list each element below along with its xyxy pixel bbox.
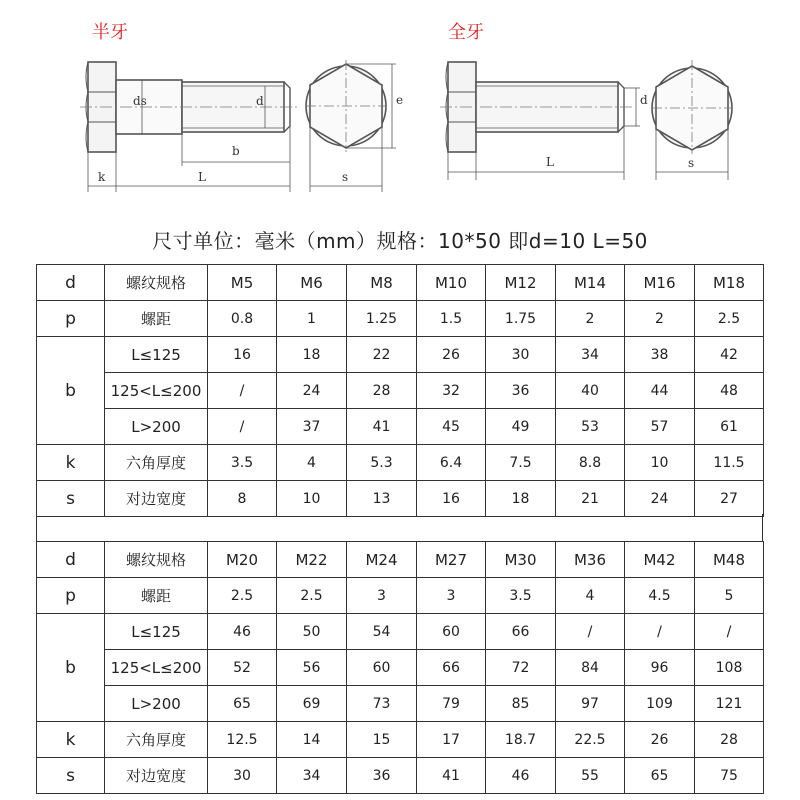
dim-k: k (98, 170, 106, 184)
table-cell: 7.5 (486, 445, 556, 481)
full-thread-bolt-side-view (440, 62, 640, 180)
table-cell: M6 (277, 265, 347, 301)
dim-L-full: L (546, 155, 554, 169)
table-cell: 2 (556, 301, 625, 337)
table-cell: 27 (695, 481, 764, 517)
table-cell: 0.8 (208, 301, 277, 337)
table-cell: M36 (556, 542, 625, 578)
table-cell: 13 (347, 481, 417, 517)
table-cell: 50 (277, 614, 347, 650)
table-cell: 18 (277, 337, 347, 373)
table-cell: 4 (556, 578, 625, 614)
table-cell: 61 (695, 409, 764, 445)
table-cell: 10 (277, 481, 347, 517)
table-cell: M42 (625, 542, 695, 578)
table-cell: 8 (208, 481, 277, 517)
table-cell: 3.5 (208, 445, 277, 481)
table-cell: 49 (486, 409, 556, 445)
table-cell: 1.25 (347, 301, 417, 337)
table-cell: 3.5 (486, 578, 556, 614)
full-thread-label: 全牙 (448, 22, 484, 43)
row-label: p (37, 578, 105, 614)
table-cell: 2 (625, 301, 695, 337)
row-sublabel: L>200 (105, 409, 208, 445)
row-label: p (37, 301, 105, 337)
table-cell: 2.5 (208, 578, 277, 614)
table-cell: 1 (277, 301, 347, 337)
table-cell: / (695, 614, 764, 650)
table-cell: 56 (277, 650, 347, 686)
half-thread-bolt-side-view (80, 62, 298, 192)
row-sublabel: 对边宽度 (105, 481, 208, 517)
table-row (37, 758, 764, 794)
dim-L: L (198, 170, 206, 184)
dim-ds: ds (133, 94, 147, 108)
table-cell: 2.5 (695, 301, 764, 337)
table-row (37, 686, 764, 722)
table-row (37, 650, 764, 686)
table-cell: 121 (695, 686, 764, 722)
table-cell: 24 (277, 373, 347, 409)
table-cell: 72 (486, 650, 556, 686)
table-row (37, 722, 764, 758)
table-cell: M16 (625, 265, 695, 301)
dim-s-full: s (688, 156, 695, 170)
row-sublabel: 螺距 (105, 301, 208, 337)
table-cell: 69 (277, 686, 347, 722)
row-sublabel: L≤125 (105, 614, 208, 650)
table-cell: 44 (625, 373, 695, 409)
dim-d-full: d (640, 93, 648, 107)
table-cell: 34 (277, 758, 347, 794)
table-row (37, 265, 764, 301)
table-cell: 41 (417, 758, 486, 794)
row-sublabel: 螺纹规格 (105, 542, 208, 578)
table-cell: M5 (208, 265, 277, 301)
table-cell: 65 (625, 758, 695, 794)
row-sublabel: 六角厚度 (105, 722, 208, 758)
table-cell: 36 (486, 373, 556, 409)
table-cell: 60 (417, 614, 486, 650)
row-sublabel: 螺纹规格 (105, 265, 208, 301)
table-cell: 6.4 (417, 445, 486, 481)
table-cell: 108 (695, 650, 764, 686)
row-sublabel: L>200 (105, 686, 208, 722)
table-cell: 3 (417, 578, 486, 614)
table-cell: 5.3 (347, 445, 417, 481)
row-label: s (37, 758, 105, 794)
table-cell: M18 (695, 265, 764, 301)
spec-title: 尺寸单位：毫米（mm）规格：10*50 即d=10 L=50 (152, 229, 648, 253)
table-cell: 37 (277, 409, 347, 445)
table-cell: M14 (556, 265, 625, 301)
table-row (37, 542, 764, 578)
table-cell: 97 (556, 686, 625, 722)
table-cell: 14 (277, 722, 347, 758)
table-row (37, 373, 764, 409)
row-label: d (37, 265, 105, 301)
table-cell: 40 (556, 373, 625, 409)
table-cell: M8 (347, 265, 417, 301)
table-row (37, 445, 764, 481)
table-cell: 75 (695, 758, 764, 794)
table-cell: 53 (556, 409, 625, 445)
table-cell: 32 (417, 373, 486, 409)
table-cell: 57 (625, 409, 695, 445)
table-cell: 1.5 (417, 301, 486, 337)
table-cell: 2.5 (277, 578, 347, 614)
table-cell: M10 (417, 265, 486, 301)
table-cell: 5 (695, 578, 764, 614)
table-cell: M24 (347, 542, 417, 578)
hex-head-end-view-1 (306, 60, 396, 192)
table-cell: 26 (417, 337, 486, 373)
table-cell: 30 (208, 758, 277, 794)
row-sublabel: L≤125 (105, 337, 208, 373)
table-cell: 48 (695, 373, 764, 409)
row-sublabel: 六角厚度 (105, 445, 208, 481)
table-cell: 8.8 (556, 445, 625, 481)
dim-s: s (342, 170, 349, 184)
table-cell: 28 (695, 722, 764, 758)
table-cell: 26 (625, 722, 695, 758)
table-cell: 84 (556, 650, 625, 686)
row-label: k (37, 445, 105, 481)
table-cell: 24 (625, 481, 695, 517)
bolt-diagram (0, 0, 800, 215)
table-row (37, 578, 764, 614)
table-cell: 10 (625, 445, 695, 481)
table-cell: 52 (208, 650, 277, 686)
table-cell: 55 (556, 758, 625, 794)
row-label: k (37, 722, 105, 758)
table-cell: 79 (417, 686, 486, 722)
row-sublabel: 125<L≤200 (105, 650, 208, 686)
row-sublabel: 对边宽度 (105, 758, 208, 794)
table-cell: 36 (347, 758, 417, 794)
spec-table-2 (36, 541, 764, 794)
table-cell: 12.5 (208, 722, 277, 758)
table-cell: / (208, 409, 277, 445)
table-cell: 41 (347, 409, 417, 445)
table-row (37, 409, 764, 445)
row-label: d (37, 542, 105, 578)
table-cell: 28 (347, 373, 417, 409)
table-cell: 4.5 (625, 578, 695, 614)
table-cell: 38 (625, 337, 695, 373)
table-cell: 11.5 (695, 445, 764, 481)
row-sublabel: 125<L≤200 (105, 373, 208, 409)
table-cell: / (625, 614, 695, 650)
table-cell: 60 (347, 650, 417, 686)
table-cell: 18 (486, 481, 556, 517)
table-cell: 54 (347, 614, 417, 650)
table-cell: 46 (208, 614, 277, 650)
table-separator (36, 514, 763, 541)
table-cell: M48 (695, 542, 764, 578)
table-cell: 65 (208, 686, 277, 722)
table-cell: 17 (417, 722, 486, 758)
half-thread-label: 半牙 (92, 22, 128, 43)
table-cell: 22.5 (556, 722, 625, 758)
table-cell: 46 (486, 758, 556, 794)
dim-b: b (232, 144, 240, 158)
table-row (37, 481, 764, 517)
table-cell: 3 (347, 578, 417, 614)
table-cell: 42 (695, 337, 764, 373)
row-label: s (37, 481, 105, 517)
table-cell: / (208, 373, 277, 409)
table-cell: 85 (486, 686, 556, 722)
table-cell: 96 (625, 650, 695, 686)
table-cell: 109 (625, 686, 695, 722)
table-cell: 16 (417, 481, 486, 517)
table-cell: 1.75 (486, 301, 556, 337)
row-sublabel: 螺距 (105, 578, 208, 614)
table-cell: 66 (417, 650, 486, 686)
table-cell: 66 (486, 614, 556, 650)
row-label: b (37, 614, 105, 722)
table-cell: M30 (486, 542, 556, 578)
table-cell: 30 (486, 337, 556, 373)
row-label: b (37, 337, 105, 445)
table-cell: 22 (347, 337, 417, 373)
table-cell: 4 (277, 445, 347, 481)
table-cell: M27 (417, 542, 486, 578)
dim-d: d (256, 94, 264, 108)
table-row (37, 614, 764, 650)
table-cell: 15 (347, 722, 417, 758)
table-cell: M12 (486, 265, 556, 301)
spec-table-1 (36, 264, 764, 517)
table-cell: 45 (417, 409, 486, 445)
table-cell: 21 (556, 481, 625, 517)
table-cell: 16 (208, 337, 277, 373)
table-row (37, 337, 764, 373)
table-row (37, 301, 764, 337)
dim-e: e (396, 93, 404, 107)
table-cell: 73 (347, 686, 417, 722)
table-cell: / (556, 614, 625, 650)
table-cell: M22 (277, 542, 347, 578)
table-cell: 18.7 (486, 722, 556, 758)
table-cell: M20 (208, 542, 277, 578)
table-cell: 34 (556, 337, 625, 373)
